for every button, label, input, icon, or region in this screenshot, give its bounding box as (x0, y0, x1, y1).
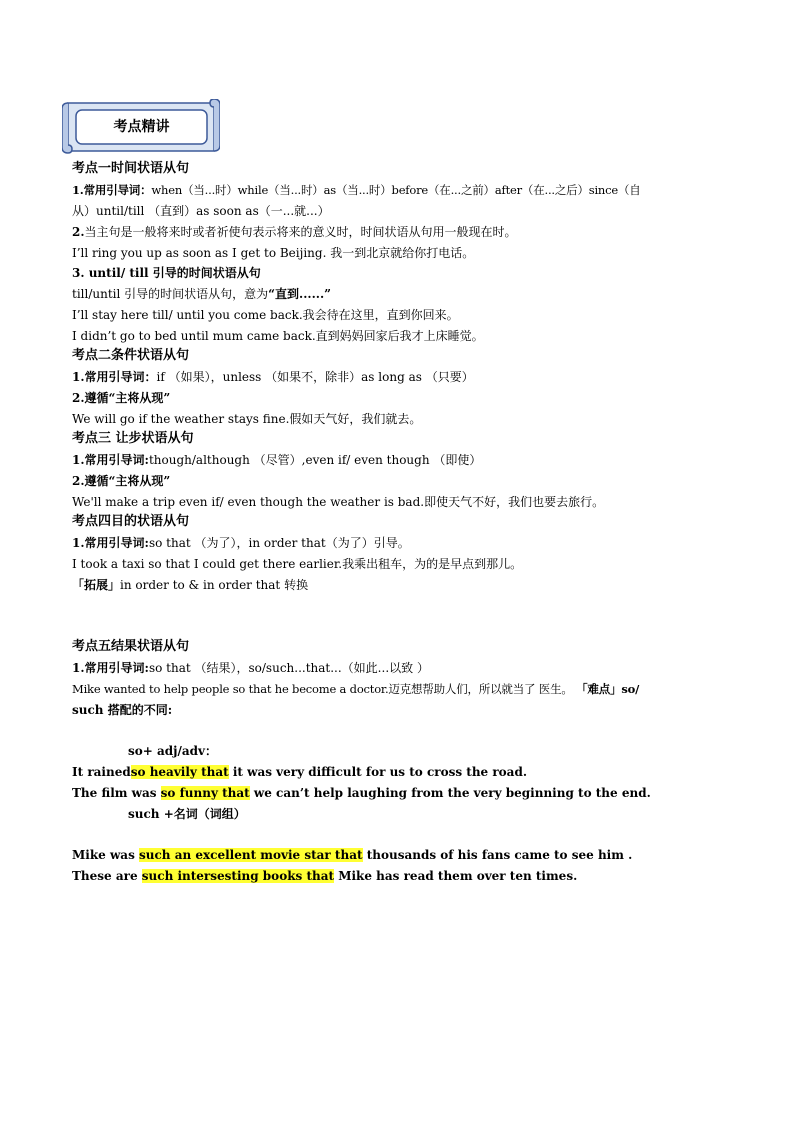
s3-line-2: 2.遵循“主将从现” (72, 474, 171, 488)
s2-line-1 (72, 369, 474, 385)
label: 1.常用引导词： (72, 370, 157, 384)
label: 1.常用引导词: (72, 661, 149, 675)
highlight: so funny that (160, 786, 250, 800)
highlight: so heavily that (130, 765, 229, 779)
post: it was very difficult for us to cross the road. (228, 765, 528, 779)
s1-line-5 (72, 286, 331, 302)
example-1 (72, 764, 527, 780)
label: 「拓展」 (72, 578, 121, 592)
label: 1.常用引导词: (72, 453, 149, 467)
section-4-heading: 考点四目的状语从句 (72, 514, 190, 529)
section-2-heading: 考点二条件状语从句 (72, 348, 190, 363)
text: if （如果），unless （如果不，除非）as long as （只要） (156, 370, 474, 384)
label: 1.常用引导词： (72, 183, 152, 197)
highlight: such an excellent movie star that (139, 848, 363, 862)
bold: “直到......” (268, 287, 332, 301)
s1-line-6: I’ll stay here till/ until you come back.我会待在这里，直到你回来。 (72, 308, 459, 322)
post: thousands of his fans came to see him . (362, 848, 633, 862)
pre: These are (72, 869, 142, 883)
pre: The film was (72, 786, 161, 800)
s1-line-3: I’ll ring you up as soon as I get to Beijing. 我一到北京就给你打电话。 (72, 246, 475, 260)
section-3-heading: 考点三 让步状语从句 (72, 431, 194, 446)
so-pattern-title: so+ adj/adv： (128, 744, 218, 758)
text: in order to & in order that 转换 (120, 578, 309, 592)
text: 当主句是一般将来时或者祈使句表示将来的意义时，时间状语从句用一般现在时。 (84, 225, 517, 239)
s3-line-1 (72, 452, 481, 468)
text: so that （为了），in order that（为了）引导。 (148, 536, 410, 550)
s5-line-1 (72, 660, 429, 676)
post: we can’t help laughing from the very beginning to the end. (249, 786, 651, 800)
label: 2. (72, 225, 85, 239)
text: though/although （尽管）,even if/ even though （即使） (148, 453, 482, 467)
example-3 (72, 847, 632, 863)
s1-line-7: I didn’t go to bed until mum came back.直到妈妈回家后我才上床睡觉。 (72, 329, 484, 343)
such-pattern-title: such +名词（词组） (128, 807, 246, 821)
example-2 (72, 785, 651, 801)
s4-line-3 (72, 577, 308, 593)
s3-line-3: We'll make a trip even if/ even though the weather is bad.即使天气不好，我们也要去旅行。 (72, 495, 605, 509)
s1-line-4: 3. until/ till 引导的时间状语从句 (72, 266, 261, 280)
text: when（当...时）while（当...时）as（当...时）before（在...之前）after（在...之后）since（自 (151, 183, 641, 197)
text: till/until 引导的时间状语从句，意为 (72, 287, 269, 301)
s4-line-1 (72, 535, 410, 551)
s5-line-3: such 搭配的不同: (72, 703, 173, 717)
section-5-heading: 考点五结果状语从句 (72, 639, 190, 654)
bold: 「难点」so/ (576, 682, 640, 696)
s1-line-1a (72, 182, 641, 198)
pre: Mike was (72, 848, 140, 862)
section-1-heading: 考点一时间状语从句 (72, 161, 190, 176)
text: Mike wanted to help people so that he become a doctor.迈克想帮助人们，所以就当了 医生。 (72, 682, 577, 696)
banner-title: 考点精讲 (113, 119, 170, 135)
section-banner (62, 99, 220, 155)
label: 1.常用引导词: (72, 536, 149, 550)
s5-line-2 (72, 681, 639, 697)
s1-line-2 (72, 224, 517, 240)
s4-line-2: I took a taxi so that I could get there earlier.我乘出租车，为的是早点到那儿。 (72, 557, 523, 571)
s1-line-1b: 从）until/till （直到）as soon as（一...就...） (72, 204, 330, 218)
s2-line-2: 2.遵循“主将从现” (72, 391, 171, 405)
text: so that （结果），so/such...that...（如此...以致 ） (148, 661, 429, 675)
pre: It rained (72, 765, 131, 779)
example-4 (72, 868, 577, 884)
highlight: such intersesting books that (141, 869, 335, 883)
post: Mike has read them over ten times. (334, 869, 578, 883)
s2-line-3: We will go if the weather stays fine.假如天气好，我们就去。 (72, 412, 422, 426)
